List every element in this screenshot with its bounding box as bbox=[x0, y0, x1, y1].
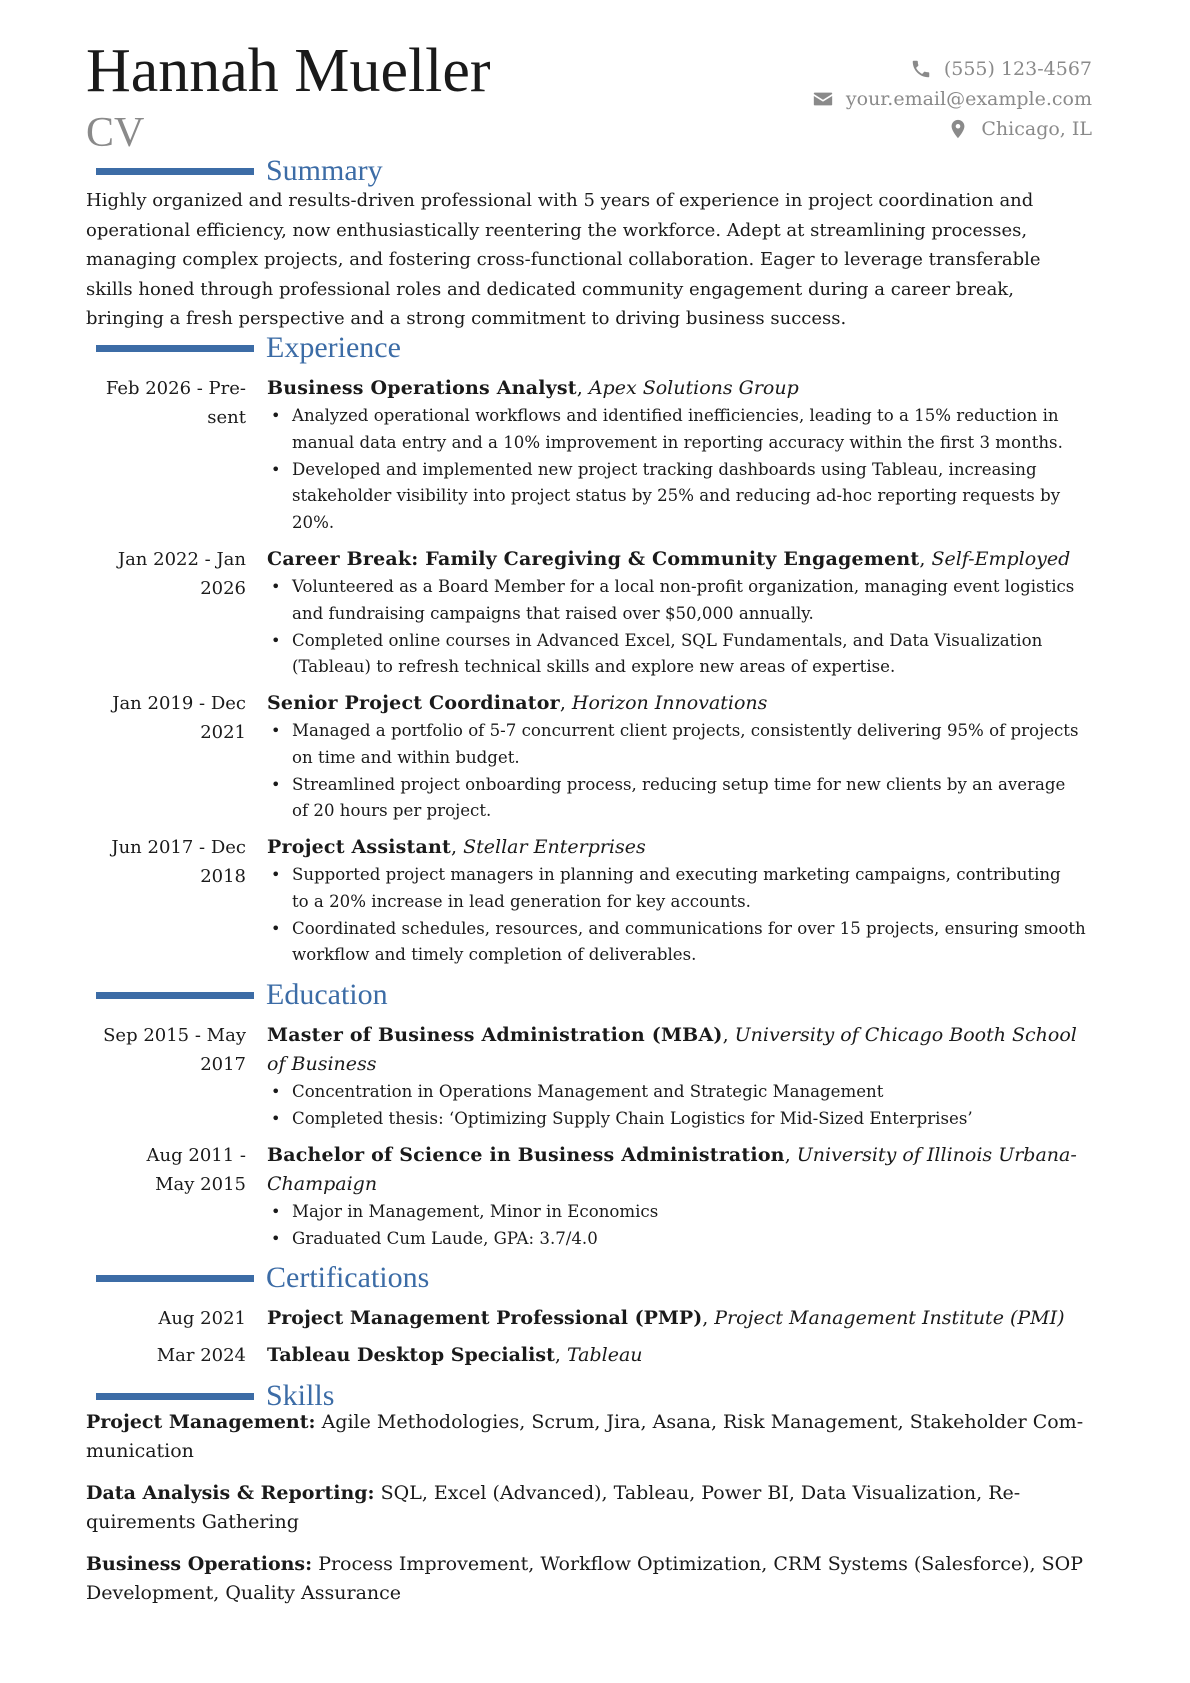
entry-heading-cont bbox=[267, 1050, 1104, 1079]
skill-list: SQL, Excel (Advanced), Tableau, Power BI, Data Visualization, Re- bbox=[380, 1482, 1021, 1504]
skill-label: Data Analysis & Reporting: bbox=[86, 1482, 375, 1504]
bullet-item: • Managed a portfolio of 5-7 concurrent client projects, consistently delivering 95% of projects on time and within budget. bbox=[267, 718, 1104, 772]
skill-list: Agile Methodologies, Scrum, Jira, Asana, Risk Management, Stakeholder Com- bbox=[321, 1411, 1084, 1433]
degree-title: Master of Business Administration (MBA) bbox=[267, 1024, 723, 1046]
skill-list-cont: Development, Quality Assurance bbox=[86, 1582, 402, 1604]
summary-line: bringing a fresh perspective and a strong commitment to driving business success. bbox=[86, 308, 847, 330]
entry-heading: Tableau Desktop Specialist, Tableau bbox=[267, 1344, 643, 1366]
contact-block bbox=[812, 54, 1092, 144]
entry-body bbox=[267, 833, 1104, 969]
bullet-list bbox=[267, 1079, 1104, 1133]
bullet-item: • Completed online courses in Advanced Excel, SQL Fundamentals, and Data Visualization (Tableau) to refresh technical skills and explore new areas of expertise. bbox=[267, 628, 1104, 682]
skill-label: Business Operations: bbox=[86, 1553, 313, 1575]
section-rule bbox=[96, 345, 254, 352]
certifications-heading bbox=[96, 1263, 429, 1293]
summary-line: skills honed through professional roles and dedicated community engagement during a career break, bbox=[86, 278, 1014, 300]
entry-heading-cont bbox=[267, 1170, 1104, 1199]
section-rule bbox=[96, 992, 254, 999]
bullet-item: • Analyzed operational workflows and identified inefficiencies, leading to a 15% reduction in manual data entry and a 10% improvement in reporting accuracy within the first 3 months. bbox=[267, 403, 1104, 457]
skill-list-cont: munication bbox=[86, 1440, 194, 1462]
skill-list: Process Improvement, Workflow Optimization, CRM Systems (Salesforce), SOP bbox=[318, 1553, 1084, 1575]
issuer: Tableau bbox=[566, 1344, 643, 1366]
section-title: Certifications bbox=[266, 1261, 430, 1294]
bullet-list bbox=[267, 862, 1104, 969]
bullet-item: • Coordinated schedules, resources, and communications for over 15 projects, ensuring smooth workflow and timely completion of deliverables. bbox=[267, 916, 1104, 970]
candidate-name: Hannah Mueller bbox=[86, 37, 491, 105]
contact-email bbox=[812, 84, 1092, 114]
skill-label: Project Management: bbox=[86, 1411, 316, 1433]
summary-line: operational efficiency, now enthusiastically reentering the workforce. Adept at streamlining processes, bbox=[86, 219, 1028, 241]
entry-date: Jan 2022 - Jan 2026 bbox=[117, 549, 246, 599]
phone-icon bbox=[910, 58, 932, 80]
email-text[interactable]: your.email@example.com bbox=[845, 88, 1092, 110]
entry-body bbox=[267, 374, 1104, 537]
skill-list-cont: quirements Gathering bbox=[86, 1511, 299, 1533]
entry-heading: Business Operations Analyst, Apex Solutions Group bbox=[267, 377, 799, 399]
institution: University of Illinois Urbana- bbox=[796, 1144, 1077, 1166]
employer: Self-Employed bbox=[931, 548, 1071, 570]
section-title: Skills bbox=[266, 1379, 335, 1412]
section-rule bbox=[96, 1393, 254, 1400]
bullet-item: • Supported project managers in planning and executing marketing campaigns, contributing to a 20% increase in lead generation for key accounts. bbox=[267, 862, 1104, 916]
entry-date: Sep 2015 - May 2017 bbox=[103, 1025, 246, 1075]
skill-group bbox=[86, 1550, 1106, 1608]
entry-body bbox=[267, 1141, 1104, 1253]
certification-title: Tableau Desktop Specialist bbox=[267, 1344, 555, 1366]
bullet-item: • Major in Management, Minor in Economics bbox=[267, 1199, 1104, 1226]
phone-text[interactable]: (555) 123-4567 bbox=[943, 58, 1092, 80]
document-subtitle: CV bbox=[86, 110, 145, 156]
entry-body bbox=[267, 1021, 1104, 1133]
employer: Stellar Enterprises bbox=[463, 836, 646, 858]
entry-date: Jun 2017 - Dec 2018 bbox=[111, 837, 246, 887]
entry-date: Mar 2024 bbox=[156, 1345, 246, 1366]
map-pin-icon bbox=[947, 118, 969, 140]
bullet-list bbox=[267, 403, 1104, 537]
summary-line: Highly organized and results-driven professional with 5 years of experience in project coordination and bbox=[86, 190, 1034, 211]
issuer: Project Management Institute (PMI) bbox=[714, 1307, 1065, 1329]
bullet-list bbox=[267, 718, 1104, 825]
employer: Horizon Innovations bbox=[571, 692, 768, 714]
institution-cont: of Business bbox=[267, 1053, 377, 1075]
entry-heading: Master of Business Administration (MBA), University of Chicago Booth School bbox=[267, 1024, 1077, 1046]
job-title: Senior Project Coordinator bbox=[267, 692, 560, 714]
entry-heading: Career Break: Family Caregiving & Community Engagement, Self-Employed bbox=[267, 548, 1071, 570]
section-title: Education bbox=[266, 978, 388, 1011]
section-rule bbox=[96, 168, 254, 175]
entry-body bbox=[267, 1341, 1104, 1370]
experience-heading bbox=[96, 333, 401, 363]
entry-date: Aug 2011 - May 2015 bbox=[146, 1145, 246, 1195]
entry-date: Aug 2021 bbox=[158, 1308, 246, 1329]
entry-heading: Bachelor of Science in Business Administration, University of Illinois Urbana- bbox=[267, 1144, 1077, 1166]
entry-heading: Senior Project Coordinator, Horizon Innovations bbox=[267, 692, 768, 714]
education-heading bbox=[96, 980, 388, 1010]
skill-group bbox=[86, 1479, 1106, 1537]
bullet-item: • Developed and implemented new project tracking dashboards using Tableau, increasing stakeholder visibility into project status by 25% and reducing ad-hoc reporting requests by 20%. bbox=[267, 457, 1104, 537]
entry-body bbox=[267, 545, 1104, 681]
entry-heading: Project Assistant, Stellar Enterprises bbox=[267, 836, 646, 858]
section-title: Summary bbox=[266, 154, 383, 187]
bullet-item: • Streamlined project onboarding process, reducing setup time for new clients by an average of 20 hours per project. bbox=[267, 772, 1104, 826]
skill-group bbox=[86, 1408, 1106, 1466]
job-title: Project Assistant bbox=[267, 836, 452, 858]
envelope-icon bbox=[812, 88, 834, 110]
skills-heading bbox=[96, 1381, 334, 1411]
entry-body bbox=[267, 1304, 1104, 1333]
summary-line: managing complex projects, and fostering cross-functional collaboration. Eager to leverage transferable bbox=[86, 249, 1041, 271]
job-title: Career Break: Family Caregiving & Community Engagement bbox=[267, 548, 920, 570]
bullet-item: • Graduated Cum Laude, GPA: 3.7/4.0 bbox=[267, 1226, 1104, 1253]
entry-heading: Project Management Professional (PMP), Project Management Institute (PMI) bbox=[267, 1307, 1065, 1329]
bullet-item: • Volunteered as a Board Member for a local non-profit organization, managing event logistics and fundraising campaigns that raised over $50,000 annually. bbox=[267, 574, 1104, 628]
contact-phone bbox=[812, 54, 1092, 84]
location-text: Chicago, IL bbox=[981, 118, 1092, 140]
certification-title: Project Management Professional (PMP) bbox=[267, 1307, 703, 1329]
institution-cont: Champaign bbox=[267, 1173, 378, 1195]
entry-date: Feb 2026 - Pre- sent bbox=[105, 378, 246, 428]
section-title: Experience bbox=[266, 331, 401, 364]
bullet-item: • Completed thesis: ‘Optimizing Supply Chain Logistics for Mid-Sized Enterprises’ bbox=[267, 1106, 1104, 1133]
section-rule bbox=[96, 1275, 254, 1282]
entry-date: Jan 2019 - Dec 2021 bbox=[112, 693, 246, 743]
job-title: Business Operations Analyst bbox=[267, 377, 577, 399]
institution: University of Chicago Booth School bbox=[734, 1024, 1077, 1046]
employer: Apex Solutions Group bbox=[588, 377, 799, 399]
entry-body bbox=[267, 689, 1104, 825]
bullet-list bbox=[267, 574, 1104, 681]
summary-heading bbox=[96, 156, 383, 186]
bullet-list bbox=[267, 1199, 1104, 1253]
bullet-item: • Concentration in Operations Management and Strategic Management bbox=[267, 1079, 1104, 1106]
contact-location bbox=[812, 114, 1092, 144]
degree-title: Bachelor of Science in Business Administration bbox=[267, 1144, 785, 1166]
summary-text bbox=[86, 186, 1104, 334]
